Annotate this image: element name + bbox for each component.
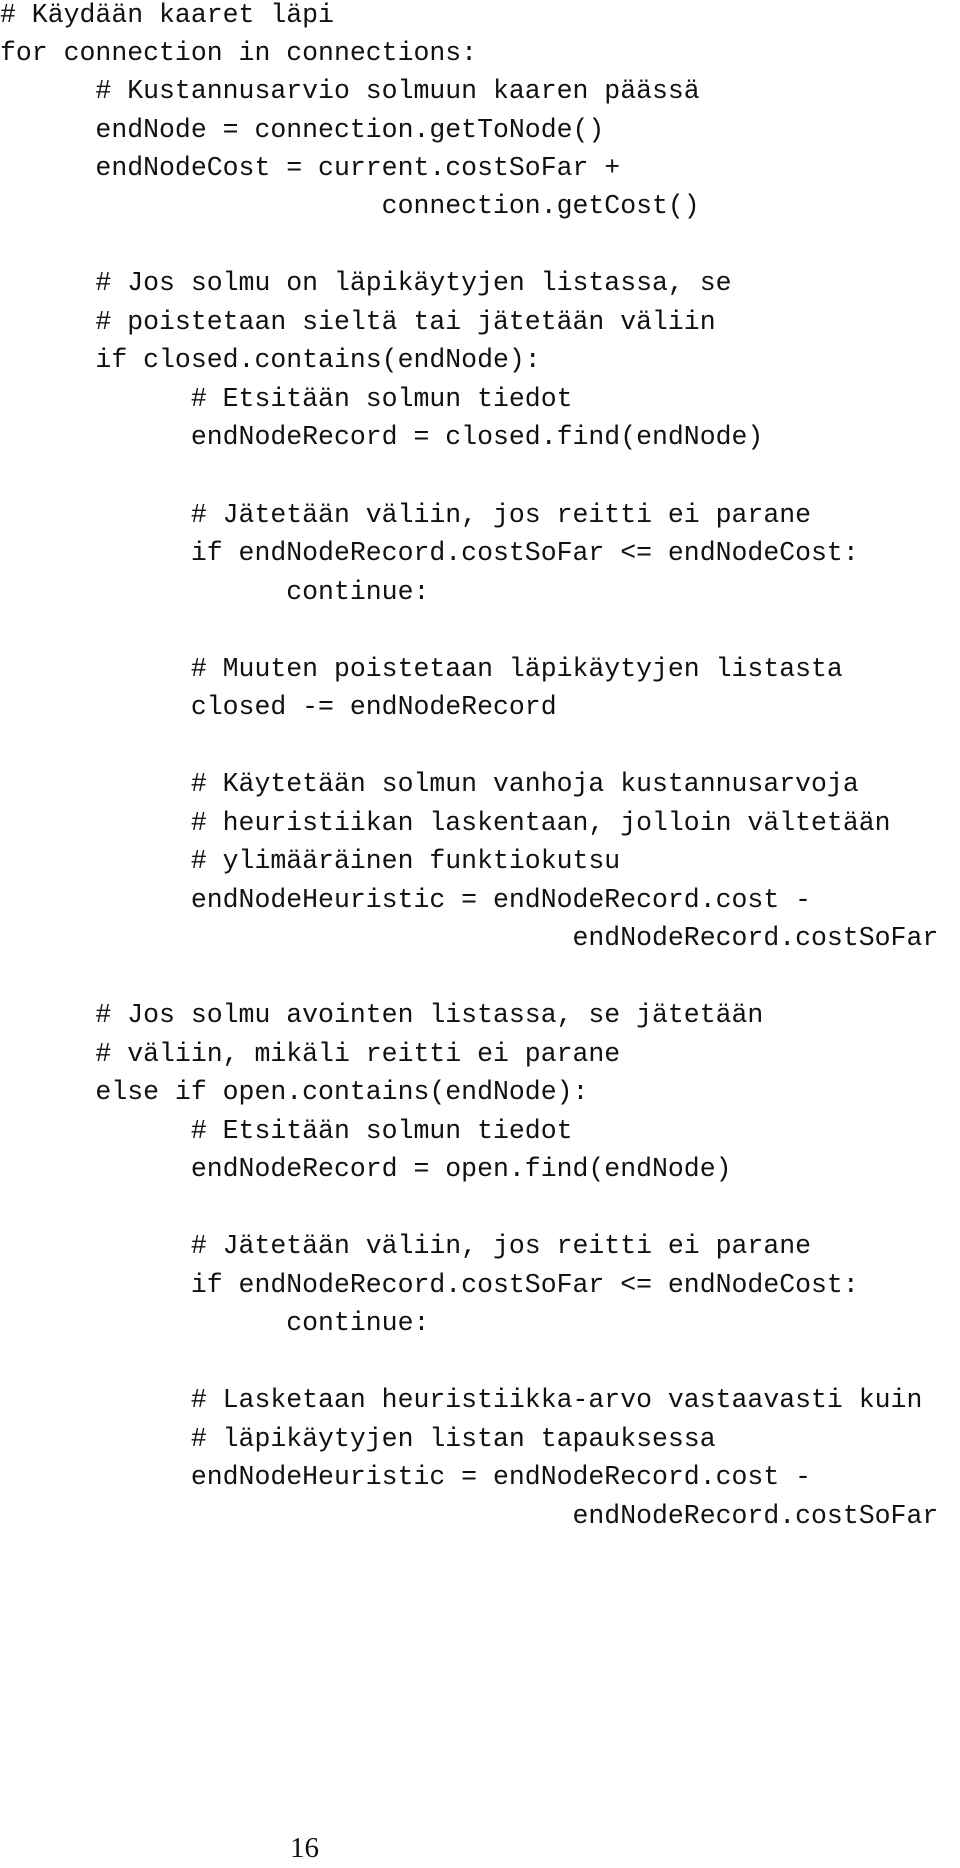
code-line: endNodeHeuristic = endNodeRecord.cost - (0, 1462, 812, 1492)
code-line: endNodeCost = current.costSoFar + (0, 153, 621, 183)
code-line: if closed.contains(endNode): (0, 345, 541, 375)
code-line: endNodeRecord.costSoFar (0, 923, 939, 953)
code-line: continue: (0, 577, 430, 607)
code-line: if endNodeRecord.costSoFar <= endNodeCost: (0, 1270, 859, 1300)
code-line: closed -= endNodeRecord (0, 692, 557, 722)
code-line: for connection in connections: (0, 38, 478, 68)
code-line: # poistetaan sieltä tai jätetään väliin (0, 307, 716, 337)
code-line: endNodeRecord.costSoFar (0, 1501, 939, 1531)
code-line: # Käytetään solmun vanhoja kustannusarvoja (0, 769, 859, 799)
code-line: # Jätetään väliin, jos reitti ei parane (0, 1231, 812, 1261)
code-line: if endNodeRecord.costSoFar <= endNodeCost: (0, 538, 859, 568)
code-line: # Kustannusarvio solmuun kaaren päässä (0, 76, 700, 106)
code-line: # Jos solmu avointen listassa, se jätetään (0, 1000, 764, 1030)
code-line: # Jätetään väliin, jos reitti ei parane (0, 500, 812, 530)
code-line: connection.getCost() (0, 191, 700, 221)
code-line: # Muuten poistetaan läpikäytyjen listasta (0, 654, 843, 684)
code-line: # Käydään kaaret läpi (0, 0, 334, 30)
code-line: # Etsitään solmun tiedot (0, 1116, 573, 1146)
code-line: # väliin, mikäli reitti ei parane (0, 1039, 621, 1069)
code-line: endNodeHeuristic = endNodeRecord.cost - (0, 885, 812, 915)
code-line: # Etsitään solmun tiedot (0, 384, 573, 414)
code-line: endNodeRecord = closed.find(endNode) (0, 422, 764, 452)
code-line: endNode = connection.getToNode() (0, 115, 605, 145)
page-number: 16 (290, 1832, 319, 1864)
code-line: continue: (0, 1308, 430, 1338)
code-line: # läpikäytyjen listan tapauksessa (0, 1424, 716, 1454)
code-line: # Lasketaan heuristiikka-arvo vastaavasti kuin (0, 1385, 923, 1415)
code-line: endNodeRecord = open.find(endNode) (0, 1154, 732, 1184)
code-line: # Jos solmu on läpikäytyjen listassa, se (0, 268, 732, 298)
code-line: else if open.contains(endNode): (0, 1077, 589, 1107)
code-line: # ylimääräinen funktiokutsu (0, 846, 621, 876)
code-line: # heuristiikan laskentaan, jolloin vältetään (0, 808, 891, 838)
